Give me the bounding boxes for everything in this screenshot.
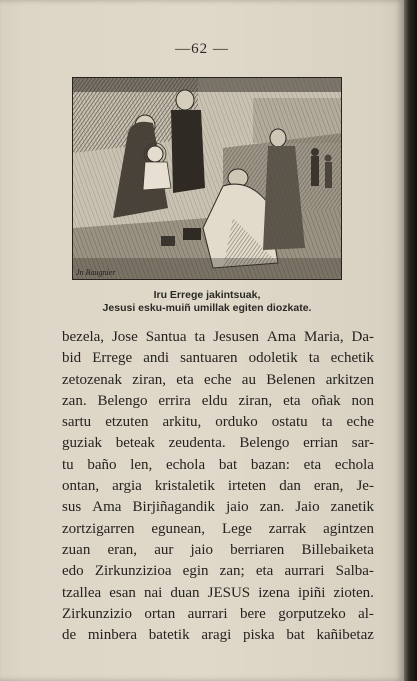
word: irteten: [227, 478, 267, 495]
word: esan: [109, 584, 136, 601]
word: echola: [165, 456, 206, 473]
word: Belenen: [266, 371, 316, 388]
word: egin: [182, 563, 209, 580]
word: zetozenak: [62, 371, 122, 388]
word: eta: [303, 456, 322, 473]
body-paragraph: [62, 327, 374, 646]
word: zanetik: [330, 499, 374, 516]
word: tzallea: [62, 584, 102, 601]
text-line: [62, 370, 374, 391]
word: eche: [204, 371, 232, 388]
word: zortzigarren: [62, 520, 135, 537]
word: aur: [154, 541, 174, 558]
text-line: [62, 391, 374, 412]
word: etzuten: [105, 414, 149, 431]
word: au: [241, 371, 256, 388]
word: oñak: [311, 392, 341, 409]
word: santuaren: [180, 350, 238, 367]
word: de: [62, 627, 77, 644]
word: Salba-: [335, 563, 374, 580]
word: ortan: [144, 605, 176, 622]
text-line: [62, 497, 374, 518]
word: arkitzen: [325, 371, 374, 388]
text-line: [62, 540, 374, 561]
word: Belengo: [97, 392, 148, 409]
word: Belengo: [239, 435, 290, 452]
word: Santua: [145, 329, 187, 345]
word: Jose: [111, 329, 138, 345]
word: ziran,: [132, 371, 166, 388]
word: ontan,: [62, 478, 100, 495]
text-line: [62, 433, 374, 454]
caption-line-2: Jesusi esku-muiñ umillak egiten diozkate.: [102, 302, 312, 314]
word: Ama: [92, 499, 122, 516]
word: Lege: [221, 520, 252, 537]
word: Ama: [266, 329, 297, 345]
word: bat: [286, 627, 305, 644]
word: baño: [87, 456, 117, 473]
word: minbera: [87, 627, 138, 644]
word: sartu: [62, 414, 92, 431]
page-number: —62 —: [175, 41, 229, 57]
text-line: [62, 604, 374, 625]
word: Birjiñagandik: [132, 499, 216, 516]
word: zeudenta.: [168, 435, 226, 452]
word: andi: [143, 350, 170, 367]
word: kristaletik: [154, 478, 215, 495]
word: Maria,: [304, 329, 344, 345]
word: al-: [358, 605, 374, 622]
text-line: [62, 583, 374, 604]
caption-line-1: Iru Errege jakintsuak,: [153, 289, 261, 301]
word: edo: [62, 563, 84, 580]
word: zioten.: [333, 584, 374, 601]
word: sus: [62, 499, 82, 516]
word: argia: [112, 478, 142, 495]
page-edge-shadow: [404, 0, 417, 681]
word: Jesusen: [213, 329, 260, 345]
word: aurrari: [284, 563, 325, 580]
illustration-engraving: [72, 77, 342, 280]
word: dan: [279, 478, 301, 495]
word: errira: [158, 392, 191, 409]
word: izena: [258, 584, 290, 601]
word: odoletik: [248, 350, 298, 367]
word: orduko: [215, 414, 258, 431]
engraver-signature: Jn Baugnier: [76, 268, 116, 277]
word: kañibetaz: [316, 627, 374, 644]
word: jaio: [226, 499, 249, 516]
text-line: [62, 412, 374, 433]
text-line: [62, 455, 374, 476]
word: egunean,: [151, 520, 206, 537]
text-line: [62, 476, 374, 497]
word: echola: [334, 456, 374, 473]
word: eran,: [107, 541, 138, 558]
word: eran,: [313, 478, 344, 495]
word: bezela,: [62, 329, 105, 345]
word: Jaio: [295, 499, 320, 516]
word: Zirkunzizio: [62, 605, 132, 622]
text-line: [62, 519, 374, 540]
word: ta: [308, 350, 320, 367]
word: tu: [62, 456, 74, 473]
word: bid: [62, 350, 82, 367]
text-line: [62, 348, 374, 369]
word: ziran,: [238, 392, 273, 409]
word: nai: [143, 584, 163, 601]
word: ta: [194, 329, 206, 345]
word: jaio: [190, 541, 214, 558]
word: Da-: [351, 329, 374, 345]
illustration-caption: [40, 289, 374, 315]
word: duan: [170, 584, 200, 601]
word: len,: [130, 456, 153, 473]
word: batetik: [148, 627, 190, 644]
word: arkitu,: [162, 414, 202, 431]
word: eta: [176, 371, 194, 388]
engraving-image: [73, 78, 342, 280]
word: ta: [321, 414, 333, 431]
text-line: [62, 625, 374, 646]
text-line: [62, 327, 374, 348]
word: Errege: [92, 350, 133, 367]
word: guziak: [62, 435, 102, 452]
word: sar-: [351, 435, 374, 452]
word: aragi: [201, 627, 232, 644]
word: zan.: [62, 392, 87, 409]
word: non: [351, 392, 374, 409]
word: gorputzeko: [278, 605, 346, 622]
word: bat: [218, 456, 238, 473]
word: Zirkunzizioa: [94, 563, 172, 580]
word: zan;: [219, 563, 245, 580]
word: Billebaiketa: [301, 541, 374, 558]
text-line: [62, 561, 374, 582]
word: eta: [255, 563, 274, 580]
word: bazan:: [250, 456, 290, 473]
word: ipiñi: [297, 584, 326, 601]
word: JESUS: [207, 584, 251, 601]
word: zarrak: [268, 520, 307, 537]
word: zan.: [259, 499, 285, 516]
word: zuan: [62, 541, 91, 558]
word: eche: [346, 414, 374, 431]
word: aurrari: [187, 605, 228, 622]
word: errian: [303, 435, 339, 452]
word: echetik: [330, 350, 374, 367]
word: eta: [283, 392, 301, 409]
word: Je-: [356, 478, 374, 495]
word: beteak: [115, 435, 155, 452]
word: berriaren: [230, 541, 285, 558]
word: eldu: [201, 392, 228, 409]
word: ostatu: [271, 414, 308, 431]
word: agintzen: [323, 520, 374, 537]
word: bere: [240, 605, 266, 622]
word: piska: [243, 627, 275, 644]
